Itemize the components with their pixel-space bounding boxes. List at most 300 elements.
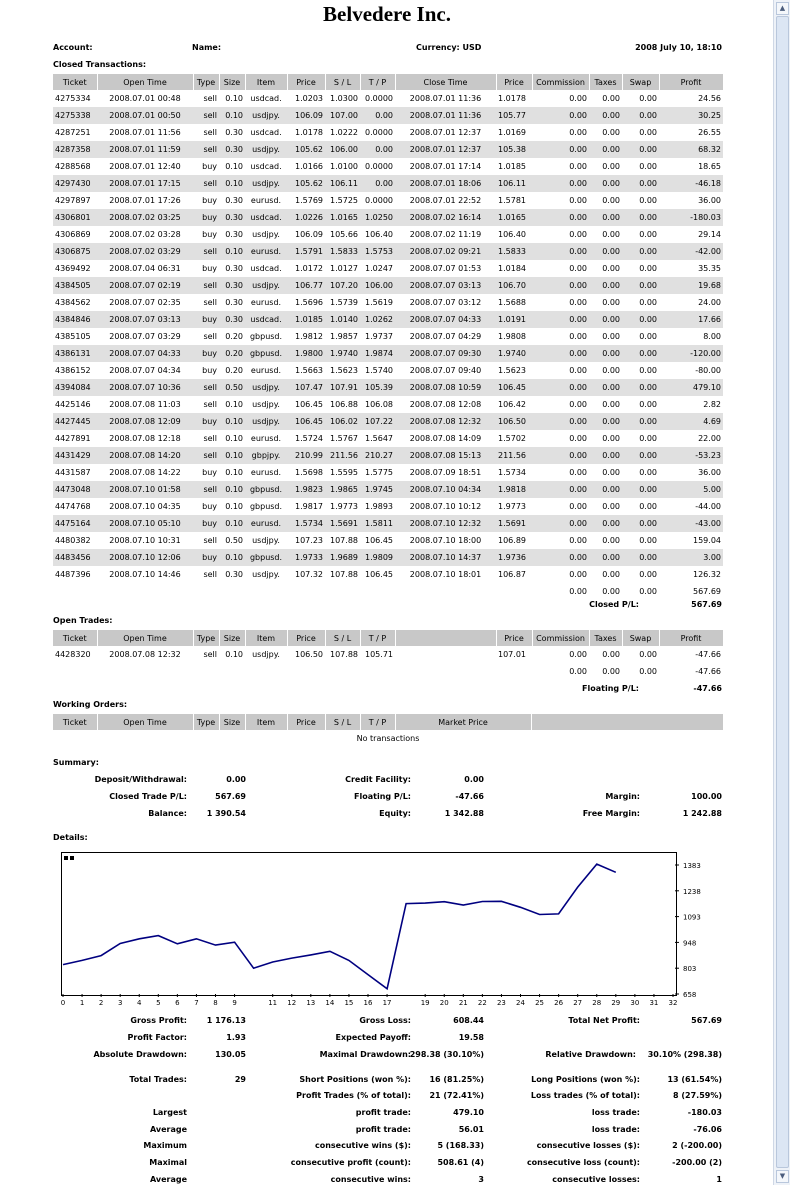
table-cell: 0.00	[622, 311, 659, 328]
largest-label: Largest	[152, 1108, 187, 1117]
largest-profit-label: profit trade:	[355, 1108, 411, 1117]
table-cell: 1.9818	[496, 481, 532, 498]
table-cell: 2008.07.01 12:37	[395, 141, 496, 158]
table-cell: 4427891	[55, 434, 91, 443]
column-header: Close Time	[395, 74, 496, 90]
column-header: S / L	[325, 74, 360, 90]
table-cell: 0.10	[219, 413, 245, 430]
gross-loss-label: Gross Loss:	[359, 1016, 411, 1025]
table-cell: 0.10	[219, 549, 245, 566]
table-cell: 4384846	[53, 311, 97, 328]
table-cell: 106.88	[330, 400, 358, 409]
table-cell: buy	[202, 162, 217, 171]
equity-label: Equity:	[379, 809, 411, 818]
table-cell: 26.55	[698, 128, 721, 137]
table-cell: 4369492	[55, 264, 91, 273]
table-cell: 0.00	[532, 345, 589, 362]
column-header: Price	[287, 714, 325, 730]
table-cell: 18.65	[698, 162, 721, 171]
table-cell: 4287251	[55, 128, 91, 137]
table-cell: gbpjpy.	[245, 447, 287, 464]
table-cell: 1.9823	[287, 481, 325, 498]
table-cell: 0.10	[219, 481, 245, 498]
table-cell: 2008.07.07 10:36	[97, 379, 193, 396]
table-cell: 2008.07.01 12:40	[109, 162, 181, 171]
table-cell: 0.00	[639, 650, 657, 659]
table-cell: 0.00	[569, 468, 587, 477]
x-tick-label: 32	[668, 999, 678, 1007]
table-cell: 0.50	[219, 379, 245, 396]
table-cell: 0.30	[225, 298, 243, 307]
table-cell: 0.00	[532, 243, 589, 260]
table-cell: 0.0000	[365, 162, 393, 171]
column-header: Open Time	[97, 74, 193, 90]
maximal-label: Maximal	[149, 1158, 187, 1167]
table-cell: 2008.07.01 00:50	[97, 107, 193, 124]
profit-factor-label: Profit Factor:	[127, 1033, 187, 1042]
x-tick-label: 23	[496, 999, 506, 1007]
table-cell: 106.77	[287, 277, 325, 294]
column-header: Swap	[622, 630, 659, 646]
maximal-drawdown-value: 298.38 (30.10%)	[409, 1050, 484, 1059]
table-cell: 106.45	[365, 536, 393, 545]
table-cell: 2008.07.08 14:22	[109, 468, 181, 477]
table-cell: usdjpy.	[245, 413, 287, 430]
table-cell: usdjpy.	[245, 107, 287, 124]
average-label: Average	[149, 1125, 187, 1134]
table-cell: 0.00	[639, 570, 657, 579]
table-cell: 0.00	[602, 162, 620, 171]
table-cell: 0.0000	[365, 128, 393, 137]
relative-drawdown-value: 30.10% (298.38)	[647, 1050, 722, 1059]
chart-corner-icon	[70, 856, 74, 860]
table-cell: 0.10	[225, 162, 243, 171]
x-tick-label: 27	[573, 999, 583, 1007]
name-label: Name:	[192, 43, 222, 52]
table-cell: sell	[203, 536, 217, 545]
table-cell: gbpusd.	[249, 332, 283, 341]
table-cell: 0.10	[225, 94, 243, 103]
x-tick-label: 7	[194, 999, 199, 1007]
table-cell: usdjpy.	[252, 570, 280, 579]
currency-label: Currency: USD	[416, 43, 482, 52]
table-cell: 0.00	[532, 379, 589, 396]
table-cell: 1.0185	[498, 162, 526, 171]
table-cell: sell	[193, 243, 219, 260]
table-cell: 2008.07.08 11:03	[109, 400, 181, 409]
table-cell: 0.00	[569, 400, 587, 409]
average-loss-value: -76.06	[693, 1125, 722, 1134]
expected-payoff-label: Expected Payoff:	[335, 1033, 411, 1042]
column-header: Type	[193, 714, 219, 730]
table-cell: 36.00	[698, 468, 721, 477]
table-cell: 0.00	[602, 650, 620, 659]
scroll-thumb[interactable]	[776, 16, 789, 1168]
closed-trade-pl-value: 567.69	[215, 792, 246, 801]
table-cell: 4427445	[53, 413, 97, 430]
table-cell: 0.10	[219, 515, 245, 532]
column-header: Size	[219, 630, 245, 646]
table-cell: 0.30	[225, 570, 243, 579]
table-cell: 2008.07.08 12:32	[395, 413, 496, 430]
table-cell: usdjpy.	[245, 175, 287, 192]
closed-pl-value: 567.69	[691, 600, 722, 609]
table-cell: sell	[203, 400, 217, 409]
total-cell: 0.00	[639, 587, 657, 596]
table-cell: 4.69	[659, 413, 723, 430]
table-cell: sell	[203, 298, 217, 307]
table-cell: 0.00	[589, 515, 622, 532]
max-consecutive-losses-label: consecutive losses ($):	[536, 1141, 640, 1150]
table-cell: 2008.07.10 05:10	[97, 515, 193, 532]
relative-drawdown-label: Relative Drawdown:	[545, 1050, 636, 1059]
table-cell: 107.88	[330, 650, 358, 659]
table-cell: 1.5623	[498, 366, 526, 375]
table-cell: sell	[193, 141, 219, 158]
table-cell: 0.00	[532, 107, 589, 124]
table-cell: 4297430	[53, 175, 97, 192]
table-cell: 107.22	[360, 413, 395, 430]
maximal-consecutive-loss-label: consecutive loss (count):	[526, 1158, 640, 1167]
table-cell: 68.32	[659, 141, 723, 158]
table-cell: 0.00	[602, 366, 620, 375]
table-cell: 0.00	[532, 549, 589, 566]
table-cell: 2008.07.01 11:36	[395, 107, 496, 124]
table-cell: 0.00	[639, 128, 657, 137]
table-cell: 107.32	[295, 570, 323, 579]
table-cell: 0.10	[225, 650, 243, 659]
table-cell: 2008.07.10 10:31	[109, 536, 181, 545]
table-cell: -46.18	[659, 175, 723, 192]
table-cell: buy	[202, 366, 217, 375]
table-cell: usdcad.	[245, 209, 287, 226]
table-cell: buy	[202, 468, 217, 477]
table-cell: 106.00	[325, 141, 360, 158]
table-cell: usdjpy.	[245, 379, 287, 396]
balance-label: Balance:	[148, 809, 187, 818]
table-cell: 0.00	[569, 298, 587, 307]
table-cell: 0.0000	[365, 196, 393, 205]
table-cell: 0.00	[639, 162, 657, 171]
table-cell: 106.50	[295, 650, 323, 659]
credit-value: 0.00	[464, 775, 484, 784]
table-cell: eurusd.	[245, 515, 287, 532]
table-cell: 1.9865	[325, 481, 360, 498]
profit-trades-value: 21 (72.41%)	[429, 1091, 484, 1100]
table-cell: 0.00	[569, 650, 587, 659]
table-cell: 0.00	[639, 468, 657, 477]
scroll-down-icon[interactable]: ▼	[776, 1170, 789, 1183]
total-cell: 0.00	[569, 587, 587, 596]
table-cell: 1.0247	[365, 264, 393, 273]
total-cell: 567.69	[693, 587, 721, 596]
table-cell: -53.23	[659, 447, 723, 464]
table-cell: 105.39	[360, 379, 395, 396]
table-cell: -42.00	[659, 243, 723, 260]
max-consecutive-losses-value: 2 (-200.00)	[672, 1141, 722, 1150]
table-cell: 211.56	[325, 447, 360, 464]
table-cell: sell	[203, 94, 217, 103]
loss-trades-value: 8 (27.59%)	[673, 1091, 722, 1100]
table-cell: buy	[193, 515, 219, 532]
table-cell: 105.38	[496, 141, 532, 158]
table-cell: buy	[193, 413, 219, 430]
table-cell: 2008.07.01 17:26	[109, 196, 181, 205]
table-cell: 106.00	[360, 277, 395, 294]
table-cell: 2008.07.07 04:33	[97, 345, 193, 362]
table-cell: 0.00	[532, 141, 589, 158]
maximal-drawdown-label: Maximal Drawdown:	[319, 1050, 411, 1059]
table-cell: 1.5691	[325, 515, 360, 532]
table-cell: 0.30	[219, 141, 245, 158]
table-cell: 2.82	[703, 400, 721, 409]
table-cell: 0.00	[589, 481, 622, 498]
table-cell: 4386131	[53, 345, 97, 362]
maximum-label: Maximum	[143, 1141, 187, 1150]
page-title: Belvedere Inc.	[323, 2, 451, 26]
table-cell: 5.00	[659, 481, 723, 498]
table-cell: buy	[193, 311, 219, 328]
table-cell: 1.0166	[295, 162, 323, 171]
table-cell: 1.0172	[295, 264, 323, 273]
table-cell: 1.9773	[330, 502, 358, 511]
table-cell: 0.30	[219, 277, 245, 294]
average-profit-value: 56.01	[458, 1125, 484, 1134]
table-cell: 4306801	[53, 209, 97, 226]
table-cell: 2008.07.02 11:19	[409, 230, 482, 239]
table-cell: 1.5775	[365, 468, 393, 477]
y-tick-label: 1238	[683, 887, 701, 896]
table-cell: 2008.07.01 12:37	[409, 128, 482, 137]
table-cell: 1.0140	[325, 311, 360, 328]
table-cell: 0.00	[639, 502, 657, 511]
table-cell: 0.20	[219, 345, 245, 362]
table-cell: 4275338	[53, 107, 97, 124]
table-cell: 210.27	[360, 447, 395, 464]
y-tick-label: 948	[683, 939, 697, 948]
table-cell: 1.5767	[330, 434, 358, 443]
table-cell: gbpusd.	[245, 481, 287, 498]
table-cell: 22.00	[698, 434, 721, 443]
table-cell: 1.0165	[325, 209, 360, 226]
x-tick-label: 4	[137, 999, 142, 1007]
table-cell: 8.00	[703, 332, 721, 341]
table-cell: 0.00	[532, 413, 589, 430]
table-cell: 2008.07.01 11:59	[97, 141, 193, 158]
table-cell: usdjpy.	[245, 277, 287, 294]
x-tick-label: 9	[232, 999, 237, 1007]
table-cell: 1.0169	[498, 128, 526, 137]
table-cell: buy	[202, 502, 217, 511]
table-cell: 0.00	[589, 549, 622, 566]
table-cell: 0.00	[622, 175, 659, 192]
table-cell: buy	[202, 264, 217, 273]
report-date: 2008 July 10, 18:10	[635, 43, 722, 52]
column-header: Size	[219, 74, 245, 90]
table-cell: 1.5811	[360, 515, 395, 532]
table-cell: 0.00	[622, 379, 659, 396]
table-cell: 107.91	[325, 379, 360, 396]
table-cell: usdjpy.	[245, 141, 287, 158]
table-cell: 0.10	[225, 468, 243, 477]
balance-line	[63, 864, 616, 989]
x-tick-label: 2	[98, 999, 104, 1007]
column-header: Ticket	[53, 630, 97, 646]
table-cell: 0.00	[532, 515, 589, 532]
expected-payoff-value: 19.58	[458, 1033, 484, 1042]
table-cell: 1.0185	[287, 311, 325, 328]
table-cell: sell	[203, 332, 217, 341]
table-cell: 1.0300	[330, 94, 358, 103]
table-cell: 0.20	[225, 332, 243, 341]
working-orders-title: Working Orders:	[53, 700, 128, 709]
table-cell: 159.04	[693, 536, 721, 545]
y-tick-label: 803	[683, 965, 697, 974]
table-cell: 24.56	[698, 94, 721, 103]
column-header: Ticket	[53, 714, 97, 730]
x-tick-label: 28	[592, 999, 602, 1007]
average-loss-label: loss trade:	[591, 1125, 640, 1134]
table-cell: 0.00	[639, 434, 657, 443]
table-cell: -80.00	[695, 366, 721, 375]
table-cell: 4385105	[55, 332, 91, 341]
maximal-consecutive-profit-value: 508.61 (4)	[437, 1158, 484, 1167]
table-cell: 107.47	[287, 379, 325, 396]
table-cell: 0.00	[589, 379, 622, 396]
table-cell: 2008.07.08 10:59	[395, 379, 496, 396]
table-cell: 105.71	[365, 650, 393, 659]
table-cell: 0.00	[569, 230, 587, 239]
table-cell: 0.00	[622, 447, 659, 464]
table-cell: 0.10	[225, 434, 243, 443]
table-cell: gbpusd.	[249, 502, 283, 511]
table-cell: 1.5725	[330, 196, 358, 205]
table-cell: 0.00	[602, 468, 620, 477]
table-cell: 107.23	[295, 536, 323, 545]
average-consecutive-label: Average	[149, 1175, 187, 1184]
table-cell: 2008.07.10 14:37	[395, 549, 496, 566]
long-positions-value: 13 (61.54%)	[667, 1075, 722, 1084]
credit-label: Credit Facility:	[345, 775, 411, 784]
gross-loss-value: 608.44	[453, 1016, 484, 1025]
total-cell: 0.00	[569, 667, 587, 676]
table-cell: 0.00	[360, 141, 395, 158]
table-cell: 1.5753	[360, 243, 395, 260]
table-cell: 1.9745	[360, 481, 395, 498]
table-cell: 0.00	[569, 434, 587, 443]
table-cell: -47.66	[695, 650, 721, 659]
column-header: Commission	[532, 630, 589, 646]
table-cell: 1.5734	[287, 515, 325, 532]
x-tick-label: 15	[344, 999, 354, 1007]
column-header: Taxes	[589, 74, 622, 90]
x-tick-label: 13	[306, 999, 316, 1007]
table-cell: 1.9689	[325, 549, 360, 566]
table-cell: 0.10	[225, 400, 243, 409]
table-cell: 2008.07.01 00:48	[109, 94, 181, 103]
table-cell: 2008.07.02 03:28	[109, 230, 181, 239]
table-cell: 0.00	[569, 536, 587, 545]
table-cell: 210.99	[287, 447, 325, 464]
table-cell: 0.00	[569, 570, 587, 579]
table-cell: 4474768	[55, 502, 91, 511]
table-cell: eurusd.	[250, 468, 282, 477]
table-cell: 4428320	[55, 650, 91, 659]
table-cell: usdjpy.	[252, 536, 280, 545]
table-cell: 4475164	[53, 515, 97, 532]
table-cell: 2008.07.08 14:20	[97, 447, 193, 464]
table-cell: 107.20	[325, 277, 360, 294]
table-cell: eurusd.	[245, 243, 287, 260]
x-tick-label: 24	[516, 999, 525, 1007]
table-cell: 4275334	[55, 94, 91, 103]
table-cell: 0.00	[360, 175, 395, 192]
table-cell: 105.62	[287, 141, 325, 158]
table-cell: 0.30	[225, 196, 243, 205]
table-cell: 0.00	[602, 570, 620, 579]
deposit-label: Deposit/Withdrawal:	[94, 775, 187, 784]
table-cell: 0.00	[569, 332, 587, 341]
table-cell: 1.9812	[295, 332, 323, 341]
table-cell: 107.00	[325, 107, 360, 124]
table-cell: 0.00	[589, 447, 622, 464]
table-cell: 0.00	[639, 536, 657, 545]
table-cell: 0.00	[622, 413, 659, 430]
table-cell: 36.00	[698, 196, 721, 205]
largest-loss-label: loss trade:	[591, 1108, 640, 1117]
table-cell: 0.00	[602, 502, 620, 511]
table-cell: 2008.07.10 12:32	[395, 515, 496, 532]
table-cell: 1.5696	[295, 298, 323, 307]
table-cell: 1.9800	[287, 345, 325, 362]
table-cell: 106.08	[365, 400, 393, 409]
column-header: Profit	[659, 74, 723, 90]
free-margin-label: Free Margin:	[582, 809, 640, 818]
long-positions-label: Long Positions (won %):	[531, 1075, 640, 1084]
table-cell: buy	[193, 345, 219, 362]
table-cell: sell	[203, 650, 217, 659]
table-cell: 2008.07.07 09:30	[395, 345, 496, 362]
table-cell: 0.00	[589, 209, 622, 226]
total-cell: 0.00	[602, 587, 620, 596]
table-cell: -120.00	[659, 345, 723, 362]
table-cell: 1.5833	[496, 243, 532, 260]
table-cell: 0.00	[589, 277, 622, 294]
table-cell: 106.40	[498, 230, 526, 239]
x-tick-label: 12	[287, 999, 297, 1007]
table-cell: 1.0226	[287, 209, 325, 226]
floating-pl-value: -47.66	[693, 684, 722, 693]
table-cell: 1.5724	[295, 434, 323, 443]
table-cell: 0.00	[622, 549, 659, 566]
table-cell: 2008.07.07 04:33	[395, 311, 496, 328]
table-cell: 0.00	[569, 196, 587, 205]
x-tick-label: 3	[117, 999, 123, 1007]
table-cell: 1.5647	[365, 434, 393, 443]
table-cell: 1.5702	[498, 434, 526, 443]
no-transactions-text: No transactions	[356, 734, 420, 743]
table-cell: 105.62	[287, 175, 325, 192]
table-cell: 2008.07.09 18:51	[409, 468, 482, 477]
table-cell: 1.0165	[496, 209, 532, 226]
closed-transactions-title: Closed Transactions:	[53, 60, 147, 69]
table-cell: 2008.07.10 14:46	[109, 570, 181, 579]
table-cell: 2008.07.07 03:29	[109, 332, 181, 341]
column-header: Type	[193, 74, 219, 90]
vertical-scrollbar[interactable]	[773, 0, 790, 1185]
scroll-up-icon[interactable]: ▲	[776, 2, 789, 15]
maximal-consecutive-profit-label: consecutive profit (count):	[290, 1158, 411, 1167]
